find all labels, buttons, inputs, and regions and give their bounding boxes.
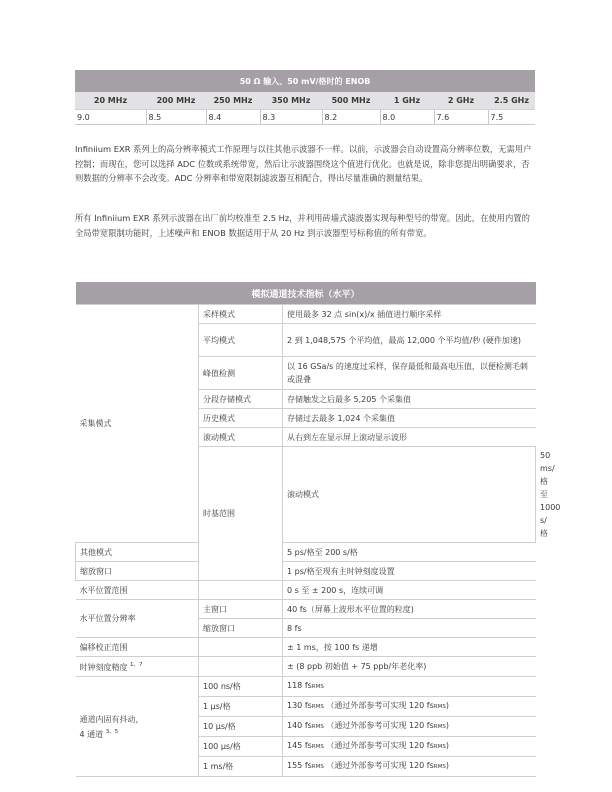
jitter-note: （通过外部参考可实现 120 fs (326, 741, 434, 750)
spec-value (283, 717, 536, 737)
jitter-note: （通过外部参考可实现 120 fs (326, 721, 434, 730)
enob-table (75, 70, 535, 125)
spec-sub: 其他模式 (76, 543, 199, 562)
enob-values-row (75, 110, 535, 125)
spec-sub: 100 ns/格 (199, 677, 283, 697)
rms-subscript: RMS (433, 764, 446, 770)
spec-value: 以 16 GSa/s 的速度过采样，保存最低和最高电压值，以便检测毛刺或混叠 (283, 357, 536, 390)
jitter-num: 155 fs (287, 761, 312, 770)
spec-sub: 缩放窗口 (199, 619, 283, 638)
spec-value: 1 ps/格至现有主时钟刻度设置 (283, 562, 536, 581)
spec-sub: 缩放窗口 (76, 562, 199, 581)
enob-header: 500 MHz (322, 92, 380, 110)
spec-label-hpos-range: 水平位置范围 (76, 581, 199, 600)
enob-value: 8.4 (206, 110, 260, 125)
spec-label-timebase: 时基范围 (199, 447, 283, 581)
paren: ) (445, 701, 449, 710)
spec-sub: 1 µs/格 (199, 697, 283, 717)
spec-sub: 滚动模式 (283, 447, 536, 543)
jitter-num: 118 fs (287, 681, 312, 690)
paren: ) (445, 741, 449, 750)
paragraph-calibration: 所有 Infiniium EXR 系列示波器在出厂前均校准至 2.5 Hz，并利用砖墙式滤波器实现每种型号的带宽。因此，在使用内置的全局带宽限制功能时，上述噪声和 ENOB 数据适用于从 20 Hz 到示波器型号标称值的所有带宽。 (75, 213, 530, 238)
enob-header: 20 MHz (75, 92, 146, 110)
rms-subscript: RMS (433, 704, 446, 710)
jitter-num: 140 fs (287, 721, 312, 730)
enob-header: 200 MHz (146, 92, 206, 110)
spec-sub: 峰值检测 (199, 357, 283, 390)
jitter-note: （通过外部参考可实现 120 fs (326, 701, 434, 710)
paragraph-high-resolution: Infiniium EXR 系列上的高分辨率模式工作原理与以往其他示波器不一样。以前，示波器会自动设置高分辨率位数，无需用户控制；而现在，您可以选择 ADC 位数或系统带宽，然后让示波器围绕这个值进行优化。也就是说，除非您提出明确要求，否则数据的分辨率不会改变。ADC 分辨率和带宽限制滤波器互相配合，得出尽量准确的测量结果。 (75, 144, 532, 183)
enob-value: 8.5 (146, 110, 206, 125)
spec-value: 存储触发之后最多 5,205 个采集值 (283, 390, 536, 409)
enob-header: 1 GHz (380, 92, 434, 110)
spec-sub: 分段存储模式 (199, 390, 283, 409)
enob-header: 250 MHz (206, 92, 260, 110)
spec-value (283, 737, 536, 757)
spec-value: 从右到左在显示屏上滚动显示波形 (283, 428, 536, 447)
enob-value: 7.6 (434, 110, 488, 125)
jitter-num: 130 fs (287, 701, 312, 710)
enob-value: 8.0 (380, 110, 434, 125)
spec-sub: 10 µs/格 (199, 717, 283, 737)
enob-header: 350 MHz (260, 92, 322, 110)
enob-table-title: 50 Ω 输入、50 mV/格时的 ENOB (75, 70, 535, 92)
spec-label-hpos-resolution: 水平位置分辨率 (76, 600, 199, 638)
rms-subscript: RMS (311, 684, 324, 690)
enob-value: 8.3 (260, 110, 322, 125)
spec-value: 使用最多 32 点 sin(x)/x 插值进行顺序采样 (283, 305, 536, 324)
spec-value: 2 到 1,048,575 个平均值，最高 12,000 个平均值/秒 (硬件加速) (283, 324, 536, 357)
spec-value: 40 fs（屏幕上波形水平位置的粒度) (283, 600, 536, 619)
spec-sub: 平均模式 (199, 324, 283, 357)
label-text: 时钟刻度精度 (79, 663, 128, 672)
spec-value (283, 757, 536, 777)
rms-subscript: RMS (311, 724, 324, 730)
paren: ) (445, 761, 449, 770)
rms-subscript: RMS (311, 764, 324, 770)
enob-value: 9.0 (75, 110, 146, 125)
spec-value: 5 ps/格至 200 s/格 (283, 543, 536, 562)
spec-sub-empty (199, 638, 283, 657)
enob-value: 7.5 (488, 110, 535, 125)
spec-sub: 100 µs/格 (199, 737, 283, 757)
spec-label-clock-accuracy (76, 657, 199, 677)
jitter-num: 145 fs (287, 741, 312, 750)
rms-subscript: RMS (433, 744, 446, 750)
spec-value: ± (8 ppb 初始值 + 75 ppb/年老化率) (283, 657, 536, 677)
rms-subscript: RMS (433, 724, 446, 730)
rms-subscript: RMS (311, 704, 324, 710)
spec-value: 0 s 至 ± 200 s，连续可调 (283, 581, 536, 600)
spec-sub-empty (199, 657, 283, 677)
footnote-ref: 1、7 (130, 662, 143, 668)
enob-value: 8.2 (322, 110, 380, 125)
spec-sub: 1 ms/格 (199, 757, 283, 777)
spec-sub-empty (199, 581, 283, 600)
spec-label-jitter (76, 677, 199, 777)
jitter-note: （通过外部参考可实现 120 fs (326, 761, 434, 770)
spec-sub: 主窗口 (199, 600, 283, 619)
spec-value: 存储过去最多 1,024 个采集值 (283, 409, 536, 428)
spec-value (283, 697, 536, 717)
footnote-ref: 3、5 (105, 728, 119, 735)
label-line: 通道内固有抖动， (79, 714, 144, 724)
enob-header: 2.5 GHz (488, 92, 535, 110)
label-line: 4 通道 (79, 729, 104, 739)
spec-label-deskew: 偏移校正范围 (76, 638, 199, 657)
spec-label-acquisition: 采集模式 (76, 305, 199, 543)
enob-header: 2 GHz (434, 92, 488, 110)
paren: ) (445, 721, 449, 730)
spec-value: ± 1 ms，按 100 fs 递增 (283, 638, 536, 657)
rms-subscript: RMS (311, 744, 324, 750)
spec-value: 8 fs (283, 619, 536, 638)
spec-value (283, 677, 536, 697)
spec-sub: 滚动模式 (199, 428, 283, 447)
spec-sub: 历史模式 (199, 409, 283, 428)
spec-sub: 采样模式 (199, 305, 283, 324)
spec-table-title: 模拟通道技术指标（水平） (76, 282, 536, 305)
horizontal-spec-table: 模拟通道技术指标（水平） 采集模式 采样模式 使用最多 32 点 sin(x)/x 插值进行顺序采样 平均模式 2 到 1,048,575 个平均值，最高 12,000 个平均值/秒 (硬件加速) 峰值检测 以 16 GSa/s 的速度过采样，保存最低和最高电压值，以便检测毛刺或混叠 分段存储模式 存储触发之后最多 5,205 个采集值 历史模式 存储过去最多 1,024 个采集值 滚动模式 从右到左在显示屏上滚动显示波形 时基范围 滚动模式 50 ms/格至 1000 s/格 其他模式 5 ps/格至 200 s/格 缩放窗口 1 ps/格至现有主时钟刻度设置 水平位置范围 0 s 至 ± 200 s，连续可调 水平位置分辨率 主窗口 40 fs（屏幕上波形水平位置的粒度) 缩放窗口 8 fs 偏移校正范围 ± 1 ms，按 100 fs 递增 时钟刻度精度 $^{1、7}$ ± (8 ppb 初始值 + 75 ppb/年老化率) 通道内固有抖动， 4 通道 $^{3、5}$ 100 ns/格 118 fsRMS 1 µs/格 130 fsRMS （通过外部参考可实现 120 fsRMS) 10 µs/格 140 fsRMS （通过外部参考可实现 120 fsRMS) 100 µs/格 145 fsRMS （通过外部参考可实现 120 fsRMS) 1 ms/格 155 fsRMS （通过外部参考可实现 120 fsRMS) (75, 282, 536, 777)
